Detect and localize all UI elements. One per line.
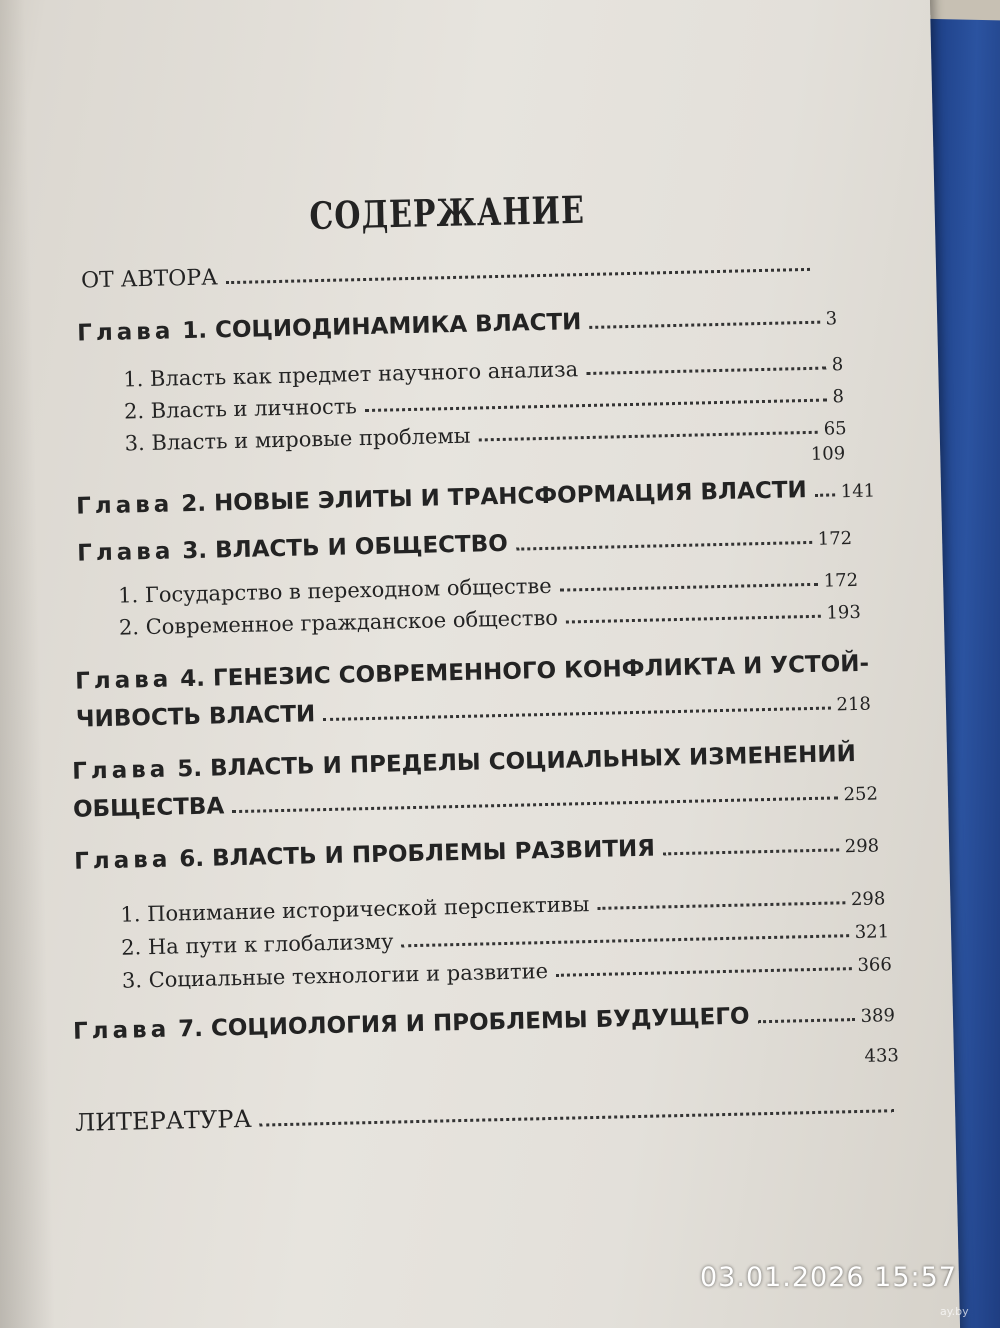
leader-dots [365,399,827,412]
leader-dots [323,707,830,722]
toc-entry-chapter-3 [77,523,852,567]
toc-entry-title: ОТ АВТОРА [80,265,219,294]
toc-entry-title [76,477,807,520]
chapter-prefix: Глава [75,491,174,520]
toc-entry-page: 172 [823,569,859,592]
leader-dots [566,615,821,624]
toc-heading: СОДЕРЖАНИЕ [308,188,586,239]
toc-entry-title: ЛИТЕРАТУРА [74,1104,252,1137]
site-watermark: ay.by [940,1305,969,1318]
leader-dots [402,934,849,947]
toc-entry-page: 8 [832,386,845,408]
chapter-title: 1. СОЦИОДИНАМИКА ВЛАСТИ [182,309,582,345]
toc-entry-page: 298 [844,835,880,858]
toc-entry-page: 193 [826,601,862,624]
toc-entry-chapter-4-line1 [75,651,869,695]
toc-entry-page: 65 [823,418,847,440]
toc-entry-title [74,836,655,875]
leader-dots [516,541,812,551]
toc-entry-chapter-5-line1 [72,741,856,785]
toc-entry-page: 3 [825,308,838,330]
chapter-title: 7. СОЦИОЛОГИЯ И ПРОБЛЕМЫ БУДУЩЕГО [177,1003,750,1043]
toc-entry-title: 2. На пути к глобализму [120,929,394,960]
toc-entry-chapter-4-line2 [76,689,871,733]
toc-entry-page: 298 [850,888,886,911]
chapter-title: 3. ВЛАСТЬ И ОБЩЕСТВО [182,530,509,565]
chapter-prefix: Глава [73,846,172,875]
leader-dots [232,796,837,813]
leader-dots [597,901,845,910]
toc-entry-chapter-6 [74,830,879,874]
toc-entry-page: 252 [843,783,879,806]
leader-dots [260,1109,894,1126]
toc-entry-author [81,252,816,294]
toc-entry-page: 389 [860,1005,896,1027]
toc-entry-literature [75,1090,900,1137]
leader-dots [589,321,819,329]
chapter-prefix: Глава [72,1016,171,1045]
leader-dots [479,431,818,442]
toc-entry-chapter-1 [77,303,837,346]
toc-entry-page: 321 [854,921,890,944]
toc-entry-chapter-7 [73,1000,895,1045]
chapter-prefix: Глава [71,756,170,785]
toc-entry-page: 141 [840,480,876,503]
toc-entry-title [77,531,508,567]
leader-dots [586,367,826,375]
chapter-title: 5. ВЛАСТЬ И ПРЕДЕЛЫ СОЦИАЛЬНЫХ ИЗМЕНЕНИЙ [177,740,857,783]
toc-entry-6-3 [122,951,892,992]
toc-entry-page: 366 [857,954,893,976]
toc-entry-chapter-5-line2 [73,778,878,822]
chapter-prefix: Глава [76,538,175,567]
toc-entry-title [73,1003,750,1044]
leader-dots [663,848,839,855]
toc-entry-page: 8 [831,354,844,376]
photo-timestamp: 03.01.2026 15:57 [700,1262,957,1293]
leader-dots [556,967,851,977]
leader-dots [758,1018,855,1023]
toc-entry-page: 172 [817,528,853,550]
toc-entry-title: 1. Государство в переходном обществе [117,573,552,608]
leader-dots [226,268,810,284]
toc-entry-title [77,309,582,346]
toc-page-only [739,1045,899,1070]
chapter-title: 4. ГЕНЕЗИС СОВРЕМЕННОГО КОНФЛИКТА И УСТОЙ- [179,650,870,693]
chapter-title: 2. НОВЫЕ ЭЛИТЫ И ТРАНСФОРМАЦИЯ ВЛАСТИ [180,477,808,518]
toc-entry-title: 2. Власть и личность [123,394,358,424]
toc-entry-chapter-2 [75,476,876,520]
chapter-title: 6. ВЛАСТЬ И ПРОБЛЕМЫ РАЗВИТИЯ [179,835,656,873]
toc-entry-title-cont: ЧИВОСТЬ ВЛАСТИ [75,701,316,733]
toc-entry-page: 218 [836,693,872,716]
toc-entry-page: 109 [810,443,846,465]
leader-dots [560,583,818,592]
toc-entry-title: 3. Власть и мировые проблемы [124,423,471,456]
toc-entry-title: 1. Понимание исторической перспективы [120,892,590,927]
toc-entry-title-cont: ОБЩЕСТВА [72,793,225,823]
leader-dots [815,493,835,496]
chapter-prefix: Глава [74,666,173,695]
chapter-prefix: Глава [76,318,175,347]
toc-entry-title: 3. Социальные технологии и развитие [121,959,549,993]
toc-entry-title: 2. Современное гражданское общество [118,605,559,640]
toc-entry-page: 433 [864,1045,900,1067]
toc-page-only [665,443,845,468]
toc-entry-title: 1. Власть как предмет научного анализа [123,357,579,392]
